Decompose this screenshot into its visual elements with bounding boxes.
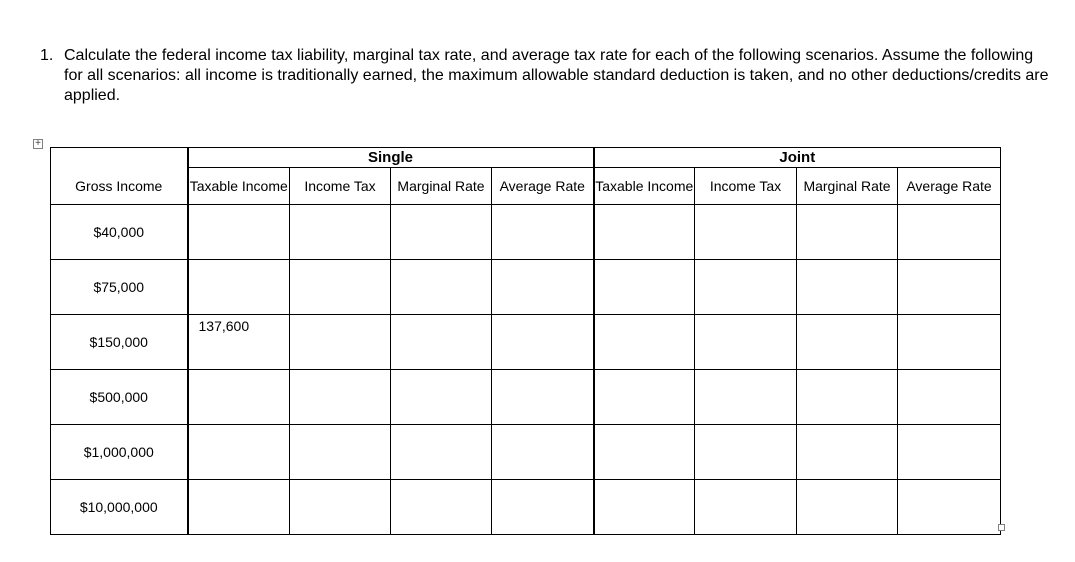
joint-taxable-income-cell[interactable] bbox=[594, 260, 695, 315]
single-income-tax-cell[interactable] bbox=[290, 205, 391, 260]
joint-taxable-income-cell[interactable] bbox=[594, 315, 695, 370]
joint-income-tax-cell[interactable] bbox=[695, 315, 797, 370]
joint-marginal-rate-cell[interactable] bbox=[797, 425, 898, 480]
single-marginal-rate-cell[interactable] bbox=[391, 480, 492, 535]
single-average-rate-cell[interactable] bbox=[492, 370, 594, 425]
single-average-rate-cell[interactable] bbox=[492, 480, 594, 535]
column-header-row bbox=[51, 168, 1001, 205]
question-paragraph bbox=[40, 46, 1050, 106]
single-income-tax-cell[interactable] bbox=[290, 425, 391, 480]
group-header-row bbox=[51, 148, 1001, 168]
table-row bbox=[51, 205, 1001, 260]
single-group-header: Single bbox=[188, 148, 594, 168]
single-average-rate-cell[interactable] bbox=[492, 205, 594, 260]
table-row bbox=[51, 260, 1001, 315]
header-single-marginal-rate: Marginal Rate bbox=[391, 168, 492, 205]
single-income-tax-cell[interactable] bbox=[290, 480, 391, 535]
header-joint-average-rate: Average Rate bbox=[898, 168, 1001, 205]
table-resize-handle-icon[interactable] bbox=[998, 524, 1005, 531]
table-row bbox=[51, 370, 1001, 425]
joint-taxable-income-cell[interactable] bbox=[594, 425, 695, 480]
header-single-taxable-income: Taxable Income bbox=[188, 168, 290, 205]
header-joint-marginal-rate: Marginal Rate bbox=[797, 168, 898, 205]
question-text: Calculate the federal income tax liability, marginal tax rate, and average tax rate for each of the following scenarios. Assume the following for all scenarios: all income is traditionally earned, the maximum allowable standard deduction is taken, and no other deductions/credits are applied. bbox=[64, 47, 1049, 104]
single-average-rate-cell[interactable] bbox=[492, 315, 594, 370]
joint-income-tax-cell[interactable] bbox=[695, 205, 797, 260]
single-taxable-income-cell[interactable] bbox=[188, 205, 290, 260]
single-income-tax-cell[interactable] bbox=[290, 315, 391, 370]
joint-average-rate-cell[interactable] bbox=[898, 315, 1001, 370]
single-marginal-rate-cell[interactable] bbox=[391, 315, 492, 370]
single-taxable-income-cell[interactable] bbox=[188, 480, 290, 535]
gross-income-cell: $75,000 bbox=[51, 260, 188, 315]
header-joint-income-tax: Income Tax bbox=[695, 168, 797, 205]
joint-income-tax-cell[interactable] bbox=[695, 425, 797, 480]
table-move-handle-icon[interactable]: + bbox=[33, 139, 43, 149]
table-row bbox=[51, 480, 1001, 535]
joint-marginal-rate-cell[interactable] bbox=[797, 315, 898, 370]
joint-average-rate-cell[interactable] bbox=[898, 425, 1001, 480]
single-income-tax-cell[interactable] bbox=[290, 370, 391, 425]
single-income-tax-cell[interactable] bbox=[290, 260, 391, 315]
gross-income-cell: $40,000 bbox=[51, 205, 188, 260]
joint-average-rate-cell[interactable] bbox=[898, 260, 1001, 315]
single-taxable-income-cell[interactable]: 137,600 bbox=[188, 315, 290, 370]
gross-income-cell: $150,000 bbox=[51, 315, 188, 370]
header-joint-taxable-income: Taxable Income bbox=[594, 168, 695, 205]
gross-income-cell: $10,000,000 bbox=[51, 480, 188, 535]
gross-income-cell: $1,000,000 bbox=[51, 425, 188, 480]
joint-marginal-rate-cell[interactable] bbox=[797, 370, 898, 425]
joint-group-header: Joint bbox=[594, 148, 1001, 168]
single-marginal-rate-cell[interactable] bbox=[391, 260, 492, 315]
question-number: 1. bbox=[40, 47, 54, 64]
joint-marginal-rate-cell[interactable] bbox=[797, 480, 898, 535]
joint-marginal-rate-cell[interactable] bbox=[797, 260, 898, 315]
single-marginal-rate-cell[interactable] bbox=[391, 205, 492, 260]
joint-average-rate-cell[interactable] bbox=[898, 205, 1001, 260]
joint-average-rate-cell[interactable] bbox=[898, 370, 1001, 425]
joint-taxable-income-cell[interactable] bbox=[594, 370, 695, 425]
joint-taxable-income-cell[interactable] bbox=[594, 205, 695, 260]
joint-taxable-income-cell[interactable] bbox=[594, 480, 695, 535]
header-gross-income: Gross Income bbox=[51, 168, 188, 205]
gross-income-cell: $500,000 bbox=[51, 370, 188, 425]
joint-income-tax-cell[interactable] bbox=[695, 370, 797, 425]
header-single-income-tax: Income Tax bbox=[290, 168, 391, 205]
table-row bbox=[51, 315, 1001, 370]
header-single-average-rate: Average Rate bbox=[492, 168, 594, 205]
single-taxable-income-cell[interactable] bbox=[188, 260, 290, 315]
single-average-rate-cell[interactable] bbox=[492, 425, 594, 480]
single-marginal-rate-cell[interactable] bbox=[391, 425, 492, 480]
joint-income-tax-cell[interactable] bbox=[695, 260, 797, 315]
empty-corner-cell[interactable] bbox=[51, 148, 188, 168]
joint-income-tax-cell[interactable] bbox=[695, 480, 797, 535]
table-row bbox=[51, 425, 1001, 480]
single-taxable-income-cell[interactable] bbox=[188, 425, 290, 480]
joint-marginal-rate-cell[interactable] bbox=[797, 205, 898, 260]
tax-table bbox=[50, 147, 1001, 535]
single-taxable-income-cell[interactable] bbox=[188, 370, 290, 425]
joint-average-rate-cell[interactable] bbox=[898, 480, 1001, 535]
single-marginal-rate-cell[interactable] bbox=[391, 370, 492, 425]
single-average-rate-cell[interactable] bbox=[492, 260, 594, 315]
